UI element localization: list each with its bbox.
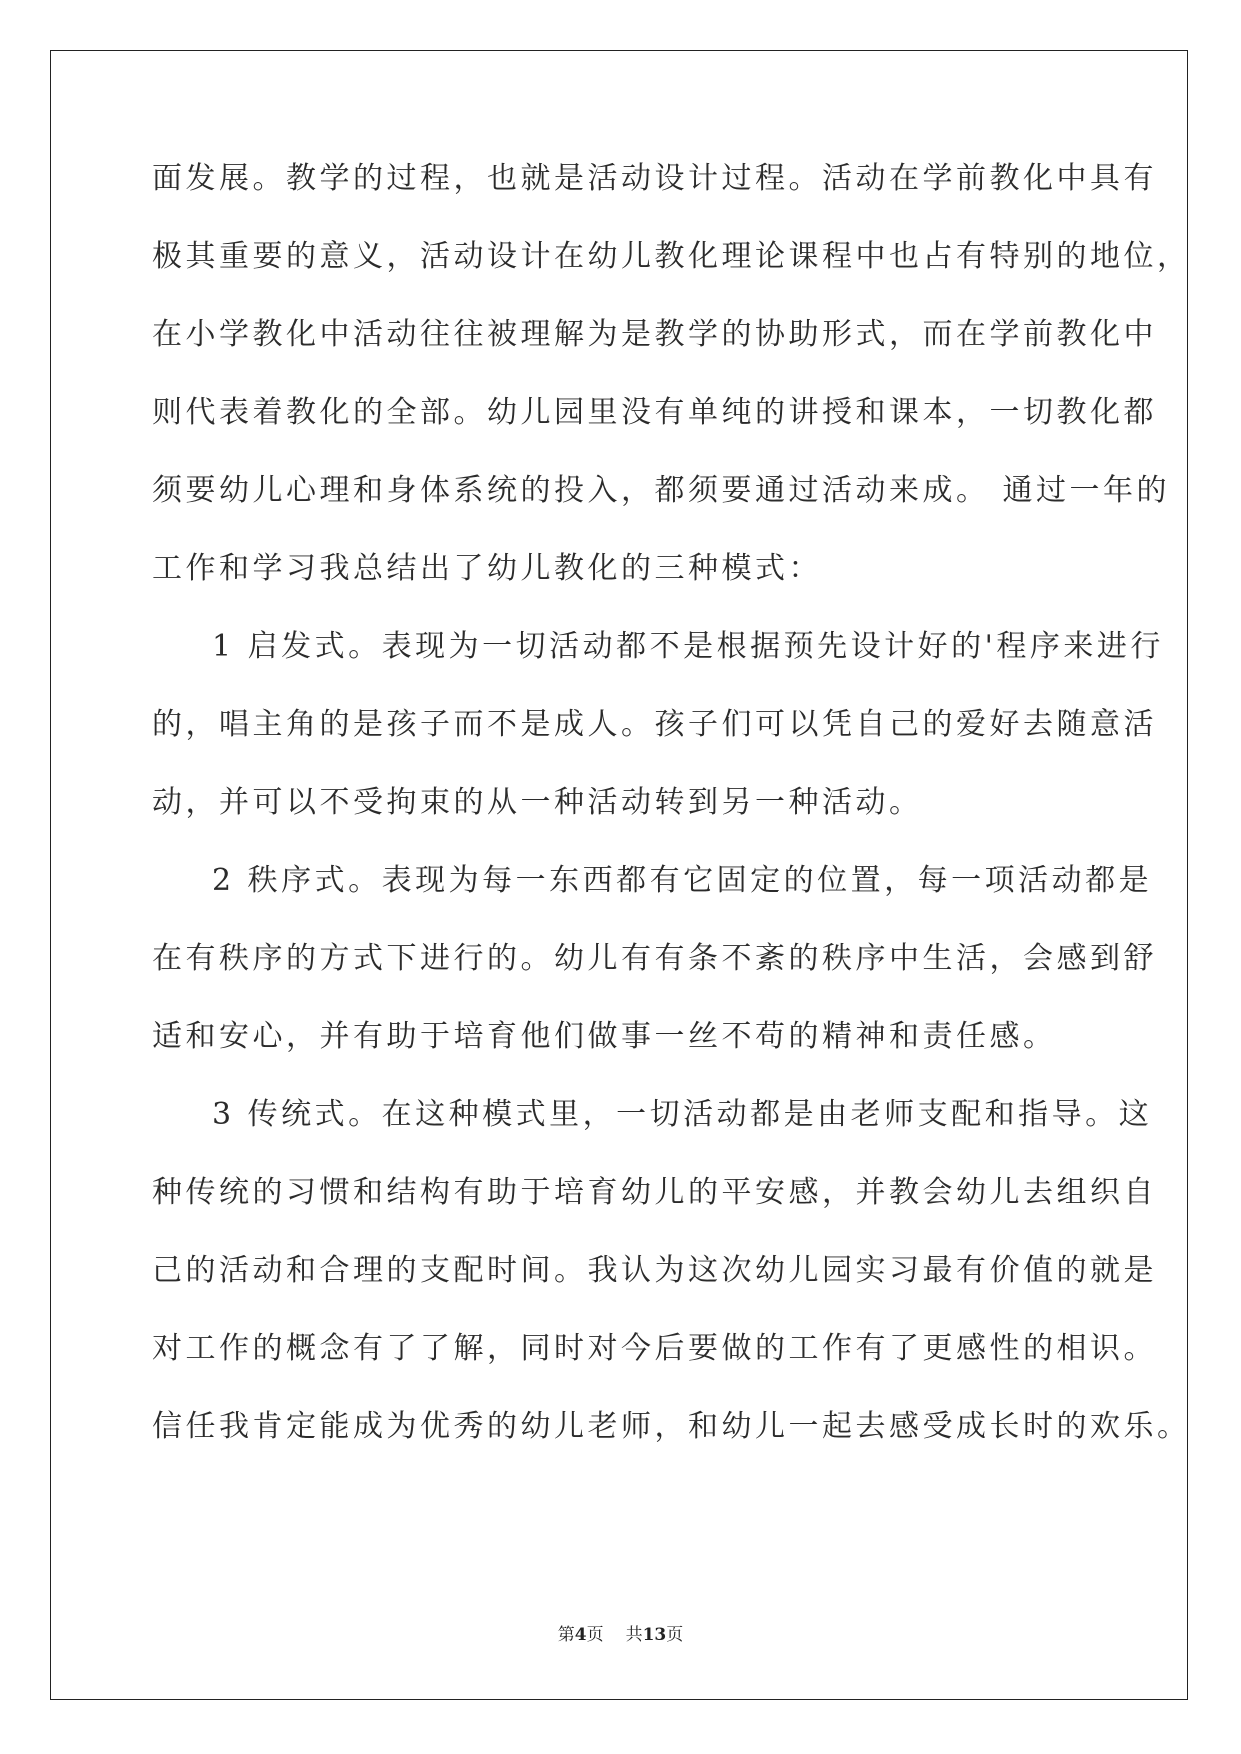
paragraph <box>152 862 1157 1096</box>
text-line: 信任我肯定能成为优秀的幼儿老师，和幼儿一起去感受成长时的欢乐。 <box>152 1409 1191 1444</box>
text-line: 种传统的习惯和结构有助于培育幼儿的平安感，并教会幼儿去组织自 <box>152 1175 1157 1210</box>
text-line: 在有秩序的方式下进行的。幼儿有有条不紊的秩序中生活，会感到舒 <box>152 941 1157 976</box>
text-line: 在小学教化中活动往往被理解为是教学的协助形式，而在学前教化中 <box>152 317 1157 352</box>
page-footer <box>0 1620 1241 1645</box>
text-line: 3 传统式。在这种模式里，一切活动都是由老师支配和指导。这 <box>212 1097 1153 1132</box>
text-line: 己的活动和合理的支配时间。我认为这次幼儿园实习最有价值的就是 <box>152 1253 1157 1288</box>
text-line: 1 启发式。表现为一切活动都不是根据预先设计好的'程序来进行 <box>212 629 1164 664</box>
text-line: 须要幼儿心理和身体系统的投入，都须要通过活动来成。 通过一年的 <box>152 473 1171 508</box>
paragraph <box>152 160 1191 628</box>
text-line: 则代表着教化的全部。幼儿园里没有单纯的讲授和课本，一切教化都 <box>152 395 1157 430</box>
text-line: 面发展。教学的过程，也就是活动设计过程。活动在学前教化中具有 <box>152 161 1157 196</box>
document-body <box>152 160 1191 1486</box>
text-line: 动，并可以不受拘束的从一种活动转到另一种活动。 <box>152 785 923 820</box>
page-indicator: 第4页 <box>557 1625 604 1645</box>
total-pages-indicator: 共13页 <box>625 1625 684 1645</box>
text-line: 对工作的概念有了了解，同时对今后要做的工作有了更感性的相识。 <box>152 1331 1157 1366</box>
current-page-number: 4 <box>574 1625 587 1645</box>
text-line: 的，唱主角的是孩子而不是成人。孩子们可以凭自己的爱好去随意活 <box>152 707 1157 742</box>
text-line: 极其重要的意义，活动设计在幼儿教化理论课程中也占有特别的地位， <box>152 239 1191 274</box>
text-line: 适和安心，并有助于培育他们做事一丝不苟的精神和责任感。 <box>152 1019 1057 1054</box>
text-line: 2 秩序式。表现为每一东西都有它固定的位置，每一项活动都是 <box>212 863 1153 898</box>
text-line: 工作和学习我总结出了幼儿教化的三种模式： <box>152 551 822 586</box>
total-pages-number: 13 <box>642 1625 667 1645</box>
paragraph <box>152 628 1164 862</box>
paragraph <box>152 1096 1191 1486</box>
